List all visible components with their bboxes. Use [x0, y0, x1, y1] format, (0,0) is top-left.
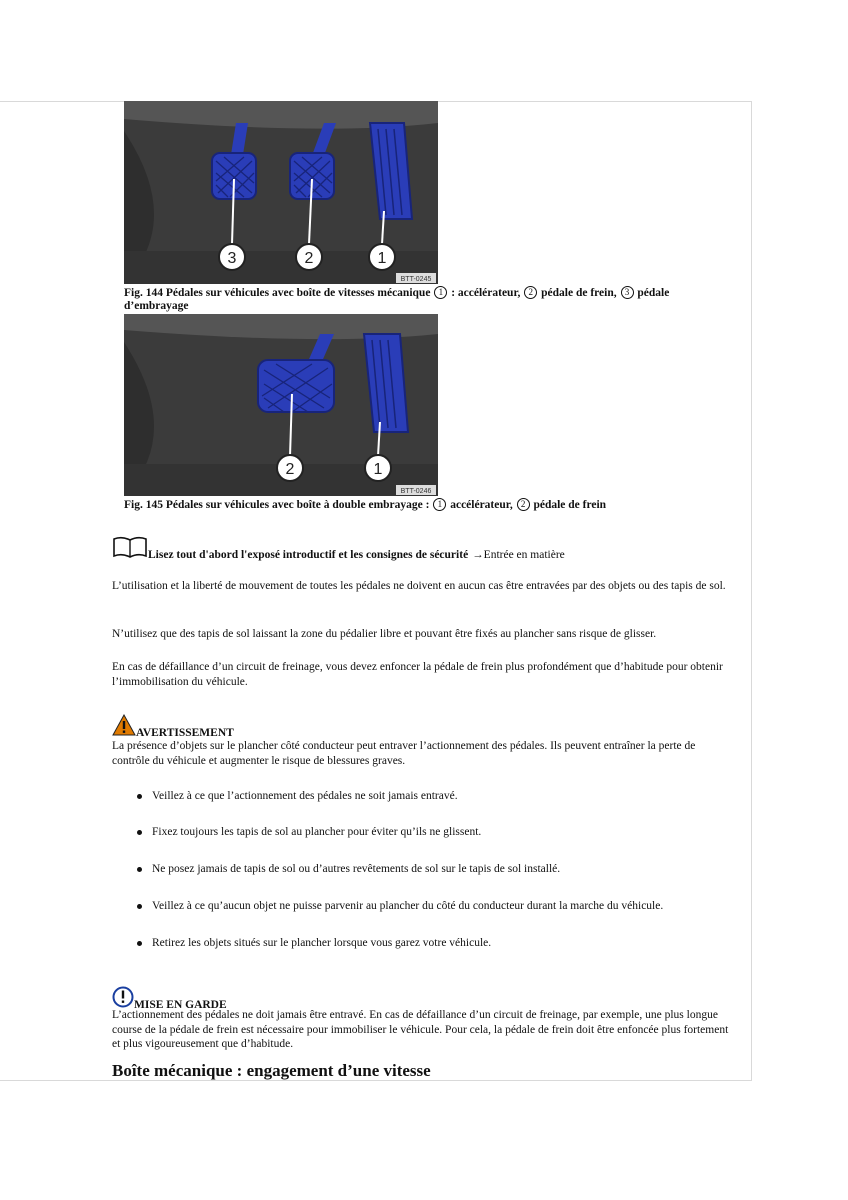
number-circle: 1 [433, 498, 446, 511]
read-first-notice: Lisez tout d'abord l'exposé introductif et les consignes de sécurité →Entrée en matière [112, 536, 565, 561]
callout-3: 3 [227, 250, 237, 267]
bullet-icon [137, 904, 142, 909]
paragraph: N’utilisez que des tapis de sol laissant la zone du pédalier libre et pouvant être fixés au plancher sans risque de glisser. [112, 628, 657, 640]
figure-145-image [124, 314, 438, 496]
warning-text: La présence d’objets sur le plancher côté conducteur peut entraver l’actionnement des pédales. Ils peuvent entraîner la perte de contrôle du véhicule et augmenter le risque de blessures graves. [112, 740, 696, 767]
number-circle: 2 [517, 498, 530, 511]
warning-title: AVERTISSEMENT [136, 727, 234, 739]
figure-145-caption: Fig. 145 Pédales sur véhicules avec boîte à double embrayage : 1 accélérateur, 2 pédale de frein [124, 499, 607, 511]
list-item: Veillez à ce qu’aucun objet ne puisse parvenir au plancher du côté du conducteur durant la marche du véhicule. [137, 900, 663, 912]
bullet-icon [137, 794, 142, 799]
callout-2: 2 [285, 461, 295, 478]
bullet-icon [137, 941, 142, 946]
number-circle: 2 [524, 286, 537, 299]
intro-link[interactable]: →Entrée en matière [472, 549, 565, 561]
figure-144-image [124, 101, 438, 284]
caution-text: L’actionnement des pédales ne doit jamais être entravé. En cas de défaillance d’un circuit de freinage, par exemple, une plus longue course de la pédale de frein est nécessaire pour immobiliser le véhicule. Pour cela, la pédale de frein doit être enfoncée plus fortement et plus vigoureusement que d’habitude. [112, 1009, 729, 1050]
bullet-icon [137, 830, 142, 835]
list-item: Retirez les objets situés sur le plancher lorsque vous garez votre véhicule. [137, 937, 491, 949]
figure-code: BTT-0246 [400, 488, 432, 495]
figure-code: BTT-0245 [400, 276, 432, 283]
list-item: Ne posez jamais de tapis de sol ou d’autres revêtements de sol sur le tapis de sol installé. [137, 863, 560, 875]
figure-144-caption: Fig. 144 Pédales sur véhicules avec boîte de vitesses mécanique 1 : accélérateur, 2 pédale de frein, 3 pédale d’embrayage [124, 287, 670, 312]
list-item: Fixez toujours les tapis de sol au plancher pour éviter qu’ils ne glissent. [137, 826, 481, 838]
list-item: Veillez à ce que l’actionnement des pédales ne soit jamais entravé. [137, 790, 458, 802]
bullet-icon [137, 867, 142, 872]
number-circle: 1 [434, 286, 447, 299]
caution-title: MISE EN GARDE [134, 999, 227, 1011]
warning-header [112, 714, 234, 739]
warning-icon [112, 714, 136, 739]
number-circle: 3 [621, 286, 634, 299]
callout-1: 1 [377, 250, 387, 267]
callout-2: 2 [304, 250, 314, 267]
paragraph: L’utilisation et la liberté de mouvement de toutes les pédales ne doivent en aucun cas être entravées par des objets ou des tapis de sol. [112, 580, 726, 592]
section-title: Boîte mécanique : engagement d’une vitesse [112, 1061, 431, 1080]
callout-1: 1 [373, 461, 383, 478]
paragraph: En cas de défaillance d’un circuit de freinage, vous devez enfoncer la pédale de frein plus profondément que d’habitude pour obtenir l’immobilisation du véhicule. [112, 661, 723, 688]
book-icon [112, 536, 148, 561]
